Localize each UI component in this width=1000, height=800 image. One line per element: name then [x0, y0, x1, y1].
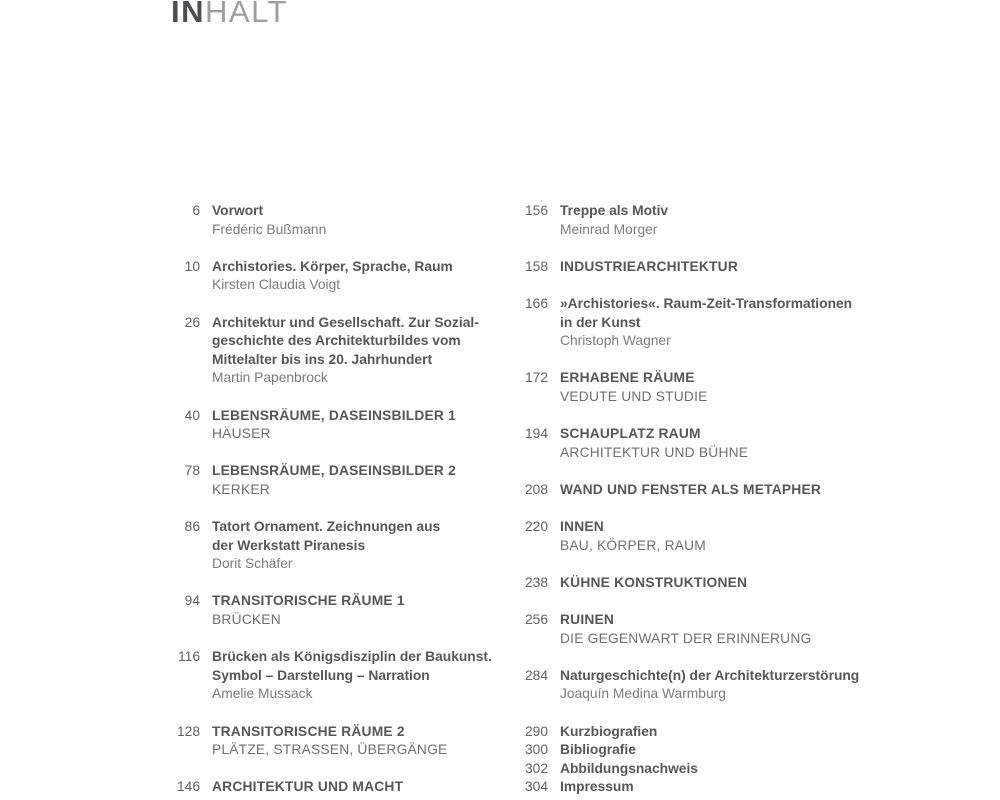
entry-lines	[560, 295, 852, 351]
toc-entry	[500, 481, 900, 500]
entry-line-title: Impressum	[560, 779, 634, 795]
toc-entry	[500, 202, 900, 239]
entry-line-title: Vorwort	[212, 203, 264, 218]
entry-line-subsection: PLÄTZE, STRASSEN, ÜBERGÄNGE	[212, 742, 448, 758]
toc-right-column	[500, 202, 900, 797]
entry-line-subsection: ARCHITEKTUR UND BÜHNE	[560, 444, 749, 460]
toc-entry	[500, 258, 900, 277]
toc-entry	[500, 611, 900, 648]
page-number: 86	[184, 519, 200, 535]
entry-lines	[212, 648, 492, 704]
toc-entry	[500, 723, 900, 742]
page-number: 78	[184, 463, 200, 479]
entry-line-author: Frédéric Bußmann	[212, 221, 327, 237]
entry-line-section: ERHABENE RÄUME	[560, 370, 695, 386]
entry-line-author: Martin Papenbrock	[212, 370, 328, 386]
toc-entry	[500, 574, 900, 593]
entry-line-section: RUINEN	[560, 612, 615, 628]
page-number: 6	[192, 203, 200, 218]
toc-entry	[152, 258, 487, 295]
page-number: 256	[524, 612, 548, 628]
entry-lines	[212, 462, 456, 499]
entry-line-section: TRANSITORISCHE RÄUME 2	[212, 723, 405, 739]
page-title	[171, 0, 288, 30]
entry-line-author: Dorit Schäfer	[212, 556, 293, 572]
page-number: 166	[524, 295, 548, 311]
entry-lines	[212, 778, 403, 797]
page-title-primary: IN	[171, 0, 205, 29]
entry-line-title: Architektur und Gesellschaft. Zur Sozial-	[212, 314, 479, 330]
entry-line-title: in der Kunst	[560, 314, 641, 330]
page-number: 194	[524, 426, 548, 442]
toc-entry	[500, 667, 900, 704]
toc-entry	[152, 314, 487, 388]
entry-lines	[560, 425, 748, 462]
toc-entry	[152, 723, 487, 760]
page-number: 156	[524, 203, 548, 218]
entry-lines	[560, 611, 811, 648]
entry-line-section: LEBENSRÄUME, DASEINSBILDER 2	[212, 463, 457, 479]
page-number: 284	[524, 667, 548, 683]
entry-line-subsection: KERKER	[212, 481, 270, 497]
page-number: 26	[184, 314, 200, 330]
entry-line-subsection: BRÜCKEN	[212, 612, 281, 628]
entry-lines	[212, 407, 456, 444]
toc-left-column	[152, 202, 492, 797]
toc-entry	[152, 202, 487, 239]
toc-entry	[152, 518, 487, 574]
page-number: 158	[524, 258, 548, 274]
entry-line-title: »Archistories«. Raum-Zeit-Transformationen	[560, 295, 853, 311]
page-number: 302	[524, 760, 548, 776]
page-number: 238	[524, 574, 548, 590]
toc-entry	[152, 462, 487, 499]
entry-line-section: TRANSITORISCHE RÄUME 1	[212, 593, 405, 609]
page-number: 116	[178, 649, 200, 665]
entry-line-title: Symbol – Darstellung – Narration	[212, 667, 430, 683]
entry-line-title: Tatort Ornament. Zeichnungen aus	[212, 519, 441, 535]
toc-entry	[500, 778, 900, 797]
entry-lines	[560, 369, 708, 406]
entry-lines	[560, 574, 747, 593]
entry-line-section: ARCHITEKTUR UND MACHT	[212, 779, 404, 795]
page-number: 290	[524, 723, 548, 739]
entry-line-title: geschichte des Architekturbildes vom	[212, 333, 461, 349]
toc-entry	[152, 592, 487, 629]
entry-line-section: KÜHNE KONSTRUKTIONEN	[560, 574, 748, 590]
entry-line-subsection: BAU, KÖRPER, RAUM	[560, 537, 706, 553]
entry-line-subsection: VEDUTE UND STUDIE	[560, 388, 708, 404]
entry-line-author: Kirsten Claudia Voigt	[212, 277, 341, 293]
entry-line-title: Archistories. Körper, Sprache, Raum	[212, 258, 453, 274]
page-number: 10	[184, 258, 200, 274]
entry-line-author: Joaquín Medina Warmburg	[560, 686, 726, 702]
toc-entry	[152, 407, 487, 444]
entry-line-title: Kurzbiografien	[560, 723, 658, 739]
entry-lines	[560, 778, 634, 797]
entry-lines	[560, 741, 636, 760]
entry-lines	[560, 518, 706, 555]
entry-line-title: Abbildungsnachweis	[560, 760, 698, 776]
entry-line-section: WAND UND FENSTER ALS METAPHER	[560, 481, 822, 497]
entry-lines	[560, 760, 698, 779]
entry-line-title: Bibliografie	[560, 742, 636, 758]
toc-entry	[500, 425, 900, 462]
entry-lines	[212, 518, 440, 574]
toc-entry	[500, 741, 900, 760]
toc-entry	[500, 760, 900, 779]
page-number: 146	[176, 779, 200, 795]
entry-line-author: Christoph Wagner	[560, 333, 671, 349]
entry-lines	[560, 481, 821, 500]
page-number: 300	[524, 742, 548, 758]
entry-line-subsection: DIE GEGENWART DER ERINNERUNG	[560, 630, 812, 646]
entry-line-section: LEBENSRÄUME, DASEINSBILDER 1	[212, 407, 457, 423]
page-number: 304	[524, 779, 548, 795]
toc-entry	[152, 778, 487, 797]
entry-lines	[212, 592, 405, 629]
entry-lines	[212, 314, 479, 388]
page-number: 40	[184, 407, 200, 423]
entry-line-title: Mittelalter bis ins 20. Jahrhundert	[212, 351, 433, 367]
page-number: 94	[184, 593, 200, 609]
page-number: 128	[176, 723, 200, 739]
toc-entry	[500, 295, 900, 351]
entry-lines	[212, 258, 453, 295]
entry-line-section: INDUSTRIEARCHITEKTUR	[560, 258, 738, 274]
entry-line-subsection: HÄUSER	[212, 426, 271, 442]
entry-lines	[560, 667, 859, 704]
page-number: 172	[524, 370, 548, 386]
entry-line-author: Meinrad Morger	[560, 221, 658, 237]
toc-entry	[500, 518, 900, 555]
toc-entry	[500, 369, 900, 406]
toc-entry	[152, 648, 492, 704]
entry-line-title: Brücken als Königsdisziplin der Baukunst.	[212, 649, 492, 665]
entry-lines	[560, 723, 657, 742]
entry-line-section: SCHAUPLATZ RAUM	[560, 426, 701, 442]
entry-line-author: Amelie Mussack	[212, 686, 313, 702]
entry-line-title: der Werkstatt Piranesis	[212, 537, 366, 553]
entry-lines	[560, 202, 668, 239]
entry-line-title: Treppe als Motiv	[560, 203, 669, 218]
page-number: 208	[524, 481, 548, 497]
entry-lines	[560, 258, 738, 277]
page-title-secondary: HALT	[205, 0, 288, 29]
page-number: 220	[524, 519, 548, 535]
entry-line-title: Naturgeschichte(n) der Architekturzerstörung	[560, 667, 860, 683]
entry-lines	[212, 202, 326, 239]
entry-lines	[212, 723, 447, 760]
entry-line-section: INNEN	[560, 519, 604, 535]
